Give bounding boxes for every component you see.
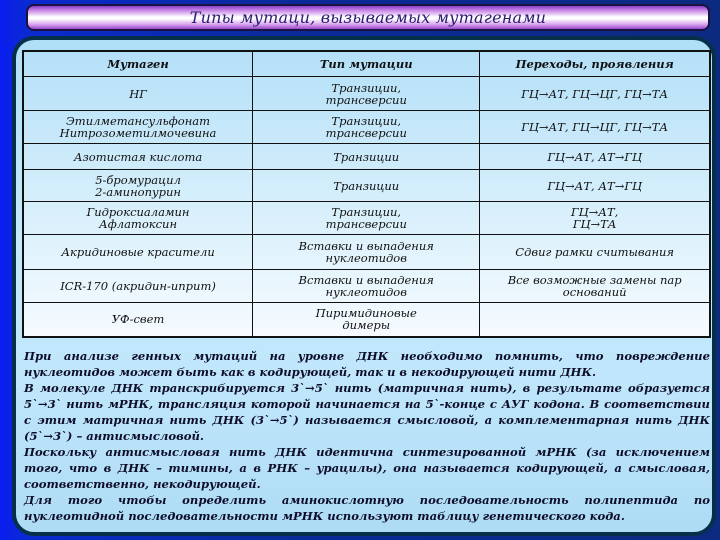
cell-mutagen: УФ-свет — [23, 303, 253, 337]
cell-transitions — [480, 303, 710, 337]
table-row — [23, 202, 710, 235]
cell-type: Транзиции, трансверсии — [253, 111, 480, 144]
explanation-text — [24, 348, 710, 524]
cell-mutagen: Гидроксиаламин Афлатоксин — [23, 202, 253, 235]
content-card — [12, 36, 716, 536]
cell-type: Транзиции — [253, 144, 480, 170]
table-row — [23, 77, 710, 111]
paragraph-2: В молекуле ДНК транскрибируется 3`→5` нить (матричная нить), в результате образуется 5`→3` нить мРНК, трансляция которой начинается на 5`-конце с АУГ кодона. В соответствии с этим матричная нить ДНК (3`→5`) называется смысловой, а комплементарная нить ДНК (5`→3`) – антисмысловой. — [24, 381, 710, 443]
title-bar — [26, 4, 710, 31]
paragraph-3: Поскольку антисмысловая нить ДНК идентична синтезированной мРНК (за исключением того, что в ДНК – тимины, а в РНК – урацилы), она называется кодирующей, а смысловая, соответственно, некодирующей. — [24, 445, 710, 491]
header-mutation-type: Тип мутации — [253, 51, 480, 77]
table-row — [23, 303, 710, 337]
cell-transitions: ГЦ→АТ, ГЦ→ЦГ, ГЦ→ТА — [480, 111, 710, 144]
table-row — [23, 111, 710, 144]
cell-type: Транзиции, трансверсии — [253, 77, 480, 111]
paragraph-4: Для того чтобы определить аминокислотную последовательность полипептида по нуклеотидной последовательности мРНК используют таблицу генетического кода. — [24, 493, 710, 523]
table-row — [23, 170, 710, 202]
table-row — [23, 144, 710, 170]
cell-mutagen: Этилметансульфонат Нитрозометилмочевина — [23, 111, 253, 144]
cell-type: Вставки и выпадения нуклеотидов — [253, 235, 480, 270]
cell-transitions: Все возможные замены пар оснований — [480, 270, 710, 303]
cell-mutagen: НГ — [23, 77, 253, 111]
cell-type: Транзиции, трансверсии — [253, 202, 480, 235]
table-header-row — [23, 51, 710, 77]
cell-mutagen: Акридиновые красители — [23, 235, 253, 270]
mutagens-table — [22, 50, 711, 338]
cell-mutagen: 5-бромурацил 2-аминопурин — [23, 170, 253, 202]
cell-type: Вставки и выпадения нуклеотидов — [253, 270, 480, 303]
cell-transitions: ГЦ→АТ, АТ→ГЦ — [480, 170, 710, 202]
cell-mutagen: ICR-170 (акридин-иприт) — [23, 270, 253, 303]
page-title: Типы мутаци, вызываемых мутагенами — [189, 8, 547, 27]
cell-mutagen: Азотистая кислота — [23, 144, 253, 170]
paragraph-1: При анализе генных мутаций на уровне ДНК необходимо помнить, что повреждение нуклеотидов может быть как в кодирующей, так и в некодирующей нити ДНК. — [24, 349, 710, 379]
table-row — [23, 235, 710, 270]
header-mutagen: Мутаген — [23, 51, 253, 77]
cell-transitions: Сдвиг рамки считывания — [480, 235, 710, 270]
header-transitions: Переходы, проявления — [480, 51, 710, 77]
cell-type: Транзиции — [253, 170, 480, 202]
cell-transitions: ГЦ→АТ, ГЦ→ТА — [480, 202, 710, 235]
cell-transitions: ГЦ→АТ, АТ→ГЦ — [480, 144, 710, 170]
cell-type: Пиримидиновые димеры — [253, 303, 480, 337]
cell-transitions: ГЦ→АТ, ГЦ→ЦГ, ГЦ→ТА — [480, 77, 710, 111]
table-row — [23, 270, 710, 303]
